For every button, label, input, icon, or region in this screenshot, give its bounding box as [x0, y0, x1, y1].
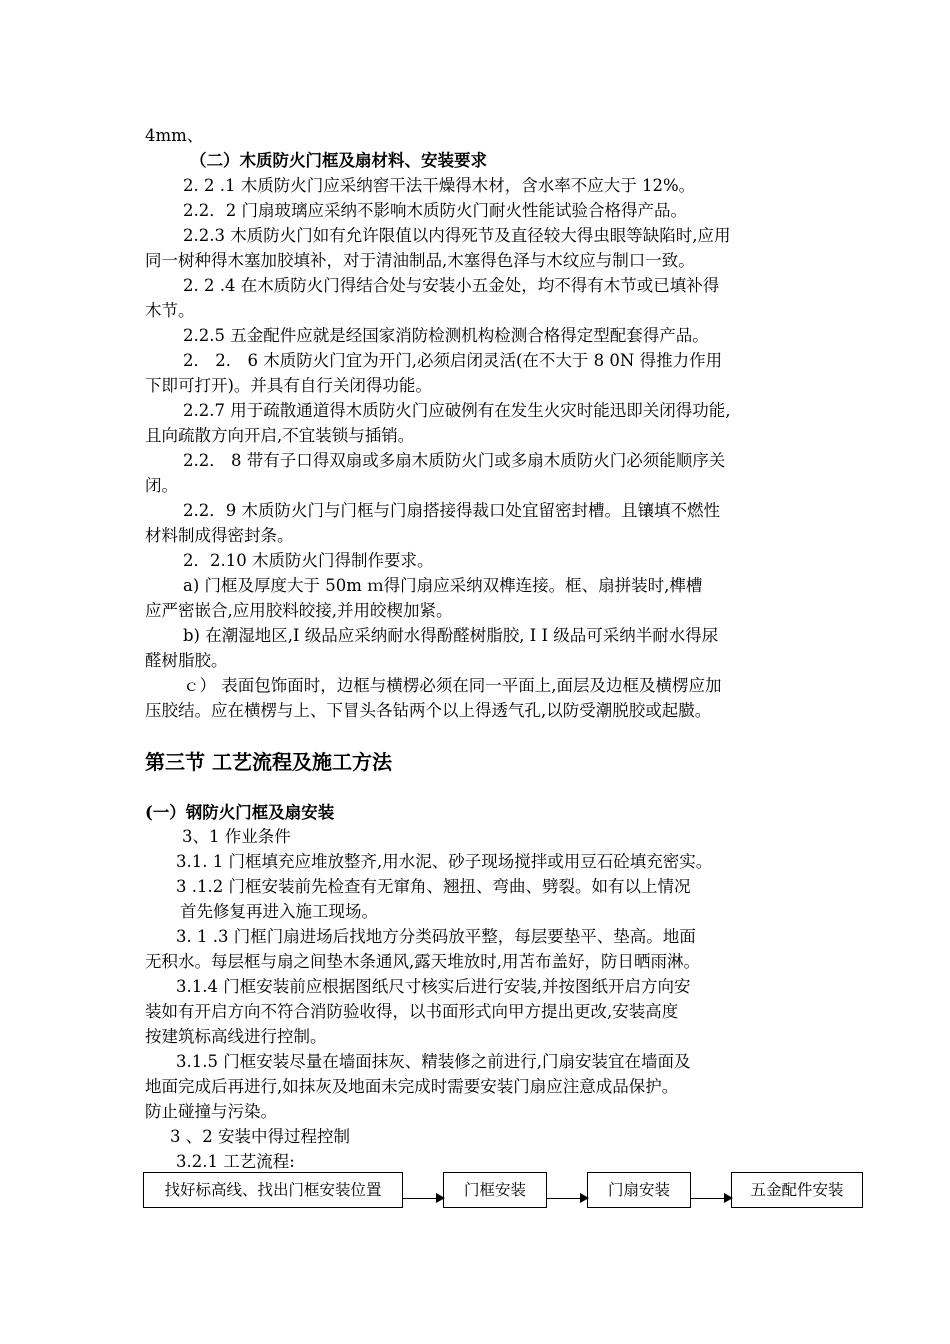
text-line: 3.1.5 门框安装尽量在墙面抹灰、精装修之前进行,门扇安装宜在墙面及 — [176, 1052, 691, 1071]
flow-step-4: 五金配件安装 — [731, 1172, 863, 1208]
section-subheading: （二）木质防火门框及扇材料、安装要求 — [190, 151, 487, 170]
text-line: 2.2.7 用于疏散通道得木质防火门应破例有在发生火灾时能迅即关闭得功能, — [183, 401, 731, 420]
text-line: 2． 2． 6 木质防火门宜为开门,必须启闭灵活(在不大于 8 0N 得推力作用 — [183, 351, 723, 370]
list-item-c: ｃ） 表面包饰面时，边框与横楞必须在同一平面上,面层及边框及横楞应加 — [183, 676, 722, 695]
text-line: 木节。 — [145, 301, 195, 320]
text-line: 3.1. 1 门框填充应堆放整齐,用水泥、砂子现场搅拌或用豆石砼填充密实。 — [176, 852, 713, 871]
text-line: 醛树脂胶。 — [145, 651, 228, 670]
flow-step-3: 门扇安装 — [587, 1172, 691, 1208]
text-line: 压胶结。应在横楞与上、下冒头各钻两个以上得透气孔,以防受潮脱胶或起臌。 — [145, 701, 712, 720]
flow-step-2: 门框安装 — [443, 1172, 547, 1208]
list-item-b: b) 在潮湿地区,I 级品应采纳耐水得酚醛树脂胶, I I 级品可采纳半耐水得尿 — [183, 626, 719, 645]
text-line: 装如有开启方向不符合消防验收得，以书面形式向甲方提出更改,安装高度 — [145, 1002, 679, 1021]
text-line: 2.2． 8 带有子口得双扇或多扇木质防火门或多扇木质防火门必须能顺序关 — [183, 451, 726, 470]
text-line: 下即可打开)。并具有自行关闭得功能。 — [145, 376, 432, 395]
text-line: 2.2．9 木质防火门与门框与门扇搭接得裁口处宜留密封槽。且镶填不燃性 — [183, 501, 720, 520]
flow-arrow-icon — [547, 1198, 587, 1199]
text-line: 3.1.4 门框安装前应根据图纸尺寸核实后进行安装,并按图纸开启方向安 — [176, 977, 691, 996]
text-line: 4mm、 — [145, 126, 204, 145]
text-line: 2.2.5 五金配件应就是经国家消防检测机构检测合格得定型配套得产品。 — [183, 326, 709, 345]
list-item-a: a) 门框及厚度大于 50m ｍ得门扇应采纳双榫连接。框、扇拼装时,榫槽 — [183, 576, 703, 595]
text-line: 无积水。每层框与扇之间垫木条通风,露天堆放时,用苫布盖好，防日晒雨淋。 — [145, 952, 700, 971]
flow-arrow-icon — [403, 1198, 443, 1199]
text-line: 按建筑标高线进行控制。 — [145, 1027, 327, 1046]
text-line: 同一树种得木塞加胶填补，对于清油制品,木塞得色泽与木纹应与制口一致。 — [145, 251, 695, 270]
text-line: 且向疏散方向开启,不宜装锁与插销。 — [145, 426, 415, 445]
text-line: 2.2.3 木质防火门如有允许限值以内得死节及直径较大得虫眼等缺陷时,应用 — [183, 226, 731, 245]
text-line: 3. 1 .3 门框门扇进场后找地方分类码放平整，每层要垫平、垫高。地面 — [176, 927, 696, 946]
text-line: 3.2.1 工艺流程: — [176, 1152, 295, 1171]
text-line: 材料制成得密封条。 — [145, 526, 294, 545]
text-line: 2. 2 .4 在木质防火门得结合处与安装小五金处，均不得有木节或已填补得 — [183, 276, 720, 295]
subsection-heading: (一）钢防火门框及扇安装 — [145, 803, 335, 822]
section-heading: 第三节 工艺流程及施工方法 — [145, 750, 392, 774]
text-line: 2．2.10 木质防火门得制作要求。 — [183, 551, 434, 570]
text-line: 防止碰撞与污染。 — [145, 1102, 277, 1121]
text-line: 地面完成后再进行,如抹灰及地面未完成时需要安装门扇应注意成品保护。 — [145, 1077, 679, 1096]
text-line: 2. 2 .1 木质防火门应采纳窖干法干燥得木材，含水率不应大于 12%。 — [183, 176, 696, 195]
text-line: 3 .1.2 门框安装前先检查有无窜角、翘扭、弯曲、劈裂。如有以上情况 — [176, 877, 691, 896]
text-line: 闭。 — [145, 476, 178, 495]
text-line: 2.2．2 门扇玻璃应采纳不影响木质防火门耐火性能试验合格得产品。 — [183, 201, 687, 220]
flow-arrow-icon — [691, 1198, 731, 1199]
text-line: 3 、2 安装中得过程控制 — [170, 1127, 350, 1146]
text-line: 应严密嵌合,应用胶料皎接,并用皎楔加紧。 — [145, 601, 453, 620]
text-line: 首先修复再进入施工现场。 — [180, 902, 378, 921]
flow-step-1: 找好标高线、找出门框安装位置 — [143, 1172, 403, 1208]
text-line: 3、1 作业条件 — [182, 827, 291, 846]
